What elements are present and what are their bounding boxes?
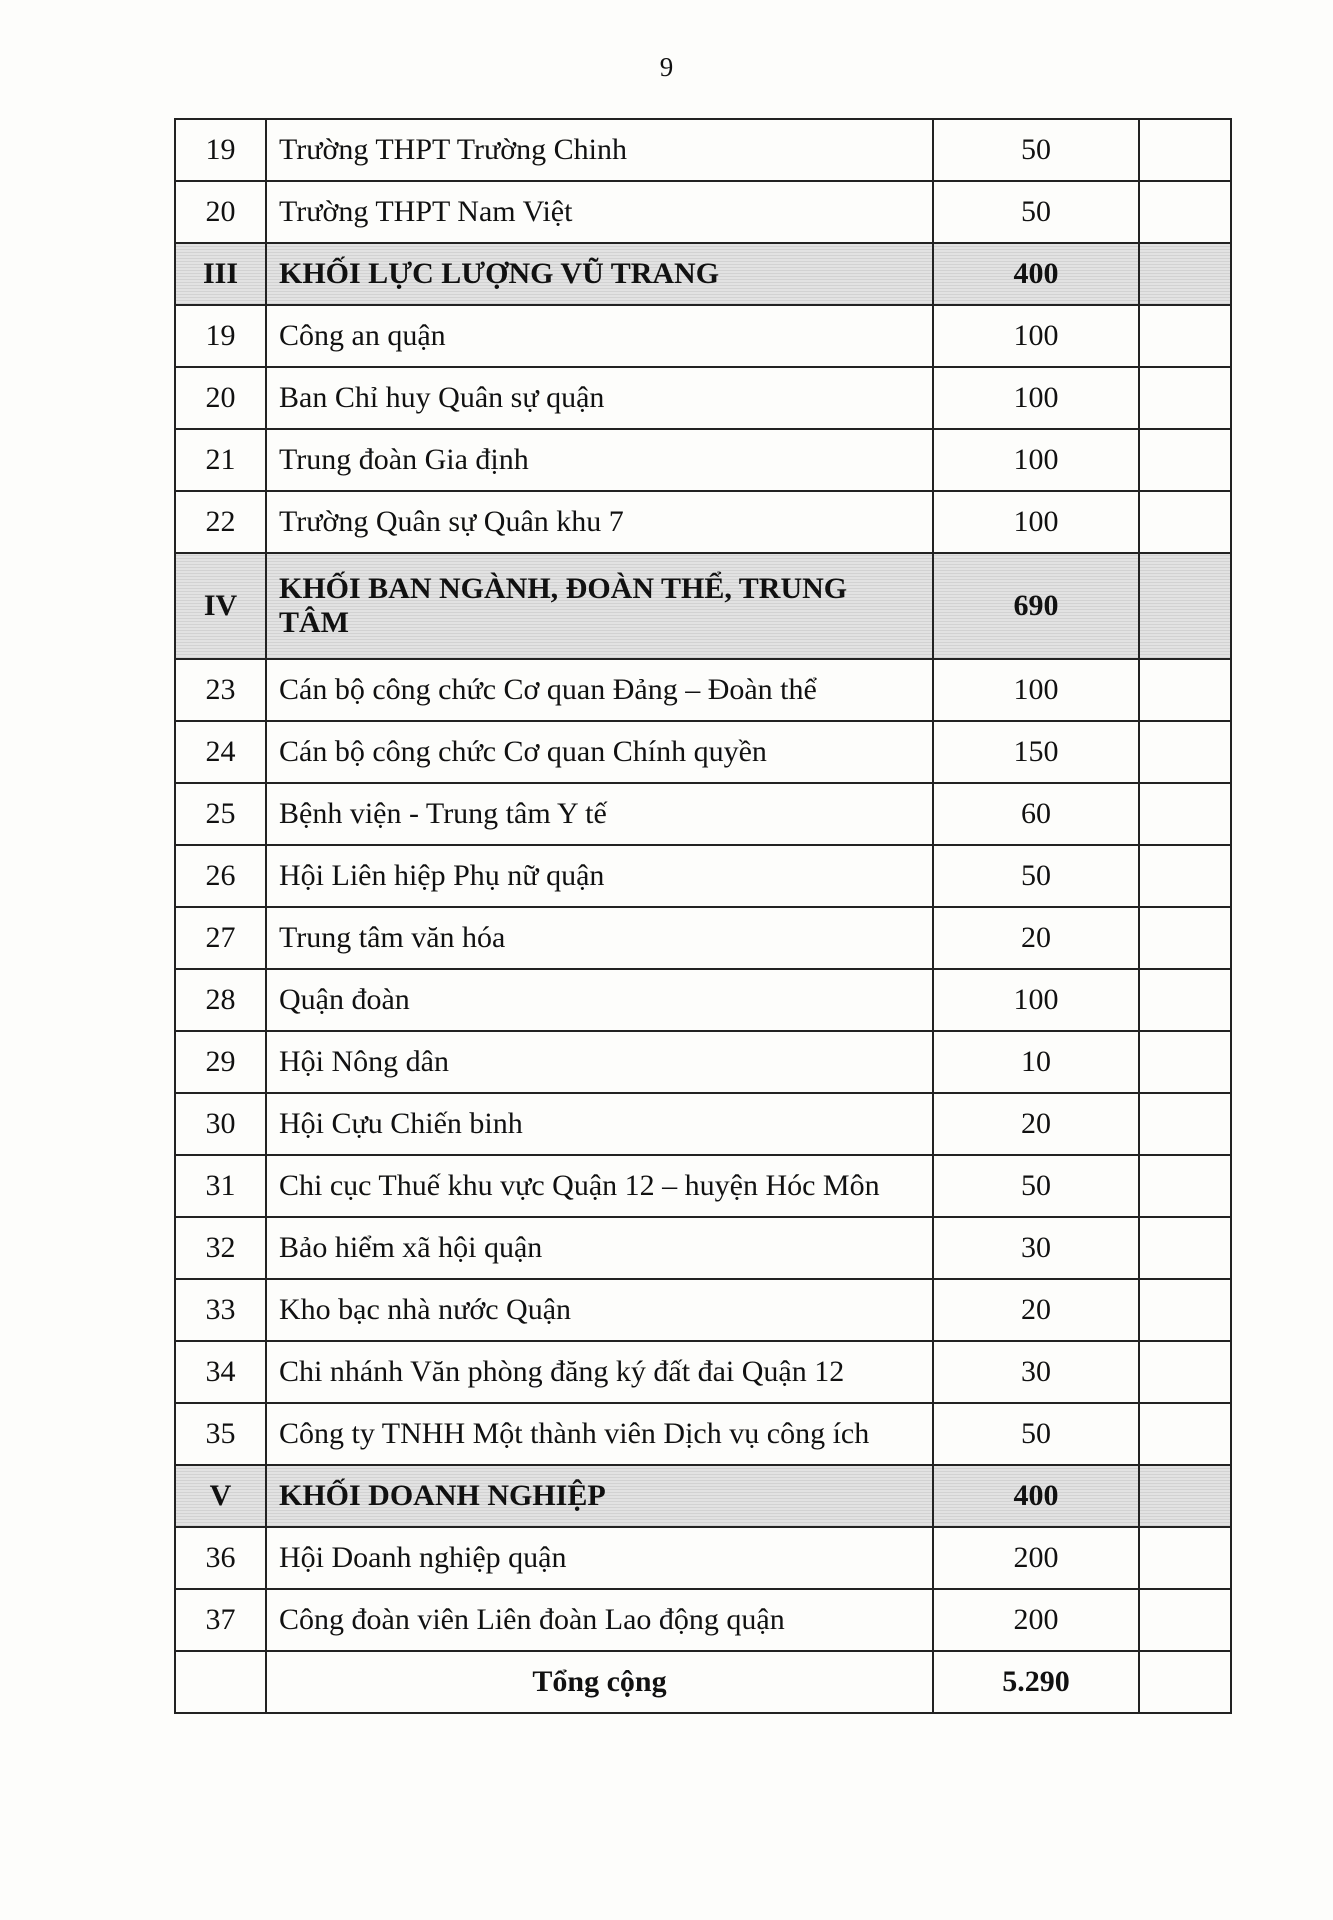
quantity: 100 [933,429,1139,491]
row-number: V [175,1465,266,1527]
unit-name: Bảo hiểm xã hội quận [266,1217,933,1279]
quantity: 400 [933,1465,1139,1527]
table-row [175,1527,1231,1589]
quantity: 50 [933,119,1139,181]
note-cell [1139,721,1231,783]
note-cell [1139,1589,1231,1651]
quantity: 60 [933,783,1139,845]
unit-name: Trung tâm văn hóa [266,907,933,969]
allocation-table [174,118,1232,1714]
row-number: 19 [175,119,266,181]
table-row [175,1093,1231,1155]
quantity: 200 [933,1527,1139,1589]
table-row [175,119,1231,181]
section-row [175,243,1231,305]
row-number: 20 [175,181,266,243]
unit-name: Hội Doanh nghiệp quận [266,1527,933,1589]
row-number: 35 [175,1403,266,1465]
note-cell [1139,243,1231,305]
note-cell [1139,659,1231,721]
row-number: 36 [175,1527,266,1589]
row-number: 26 [175,845,266,907]
table-row [175,1217,1231,1279]
quantity: 100 [933,305,1139,367]
total-label: Tổng cộng [266,1651,933,1713]
table-row [175,783,1231,845]
table-row [175,969,1231,1031]
table-row [175,1155,1231,1217]
table-row [175,1589,1231,1651]
unit-name: Kho bạc nhà nước Quận [266,1279,933,1341]
row-number: 21 [175,429,266,491]
note-cell [1139,1651,1231,1713]
row-number: 34 [175,1341,266,1403]
quantity: 100 [933,969,1139,1031]
total-quantity: 5.290 [933,1651,1139,1713]
table-row [175,367,1231,429]
unit-name: Hội Liên hiệp Phụ nữ quận [266,845,933,907]
row-number: 20 [175,367,266,429]
unit-name: Bệnh viện - Trung tâm Y tế [266,783,933,845]
note-cell [1139,181,1231,243]
unit-name: Hội Nông dân [266,1031,933,1093]
unit-name: Hội Cựu Chiến binh [266,1093,933,1155]
row-number: 24 [175,721,266,783]
note-cell [1139,491,1231,553]
total-row [175,1651,1231,1713]
note-cell [1139,367,1231,429]
note-cell [1139,553,1231,659]
row-number: 23 [175,659,266,721]
quantity: 20 [933,907,1139,969]
section-row [175,1465,1231,1527]
note-cell [1139,305,1231,367]
note-cell [1139,845,1231,907]
unit-name: Công an quận [266,305,933,367]
row-number: 29 [175,1031,266,1093]
unit-name: KHỐI LỰC LƯỢNG VŨ TRANG [266,243,933,305]
table-row [175,659,1231,721]
unit-name: Trường Quân sự Quân khu 7 [266,491,933,553]
unit-name: Trung đoàn Gia định [266,429,933,491]
unit-name: Cán bộ công chức Cơ quan Chính quyền [266,721,933,783]
unit-name: Công đoàn viên Liên đoàn Lao động quận [266,1589,933,1651]
quantity: 100 [933,491,1139,553]
quantity: 30 [933,1217,1139,1279]
row-number: 37 [175,1589,266,1651]
unit-name: KHỐI BAN NGÀNH, ĐOÀN THỂ, TRUNG TÂM [266,553,933,659]
note-cell [1139,1403,1231,1465]
table-row [175,907,1231,969]
row-number: 30 [175,1093,266,1155]
quantity: 50 [933,1155,1139,1217]
unit-name: Công ty TNHH Một thành viên Dịch vụ công ích [266,1403,933,1465]
unit-name: Chi nhánh Văn phòng đăng ký đất đai Quận 12 [266,1341,933,1403]
row-number: 19 [175,305,266,367]
note-cell [1139,1527,1231,1589]
quantity: 30 [933,1341,1139,1403]
quantity: 20 [933,1279,1139,1341]
page-number: 9 [659,52,674,82]
note-cell [1139,783,1231,845]
table-row [175,491,1231,553]
row-number: 27 [175,907,266,969]
unit-name: Chi cục Thuế khu vực Quận 12 – huyện Hóc Môn [266,1155,933,1217]
quantity: 690 [933,553,1139,659]
row-number: 31 [175,1155,266,1217]
unit-name: Trường THPT Trường Chinh [266,119,933,181]
quantity: 50 [933,181,1139,243]
note-cell [1139,907,1231,969]
note-cell [1139,1341,1231,1403]
row-number: 33 [175,1279,266,1341]
note-cell [1139,429,1231,491]
quantity: 50 [933,845,1139,907]
note-cell [1139,1465,1231,1527]
table-row [175,1279,1231,1341]
table-row [175,845,1231,907]
row-number: 25 [175,783,266,845]
table-row [175,721,1231,783]
note-cell [1139,1093,1231,1155]
note-cell [1139,1217,1231,1279]
unit-name: Quận đoàn [266,969,933,1031]
table-row [175,1031,1231,1093]
row-number: III [175,243,266,305]
note-cell [1139,969,1231,1031]
quantity: 100 [933,659,1139,721]
row-number: 32 [175,1217,266,1279]
quantity: 50 [933,1403,1139,1465]
quantity: 200 [933,1589,1139,1651]
total-blank [175,1651,266,1713]
note-cell [1139,1031,1231,1093]
note-cell [1139,1155,1231,1217]
unit-name: Trường THPT Nam Việt [266,181,933,243]
table-row [175,181,1231,243]
row-number: IV [175,553,266,659]
row-number: 28 [175,969,266,1031]
table-row [175,305,1231,367]
unit-name: Ban Chỉ huy Quân sự quận [266,367,933,429]
table-row [175,1341,1231,1403]
quantity: 100 [933,367,1139,429]
unit-name: Cán bộ công chức Cơ quan Đảng – Đoàn thể [266,659,933,721]
table-row [175,1403,1231,1465]
quantity: 10 [933,1031,1139,1093]
table-row [175,429,1231,491]
section-row [175,553,1231,659]
quantity: 400 [933,243,1139,305]
quantity: 20 [933,1093,1139,1155]
note-cell [1139,1279,1231,1341]
note-cell [1139,119,1231,181]
row-number: 22 [175,491,266,553]
quantity: 150 [933,721,1139,783]
unit-name: KHỐI DOANH NGHIỆP [266,1465,933,1527]
